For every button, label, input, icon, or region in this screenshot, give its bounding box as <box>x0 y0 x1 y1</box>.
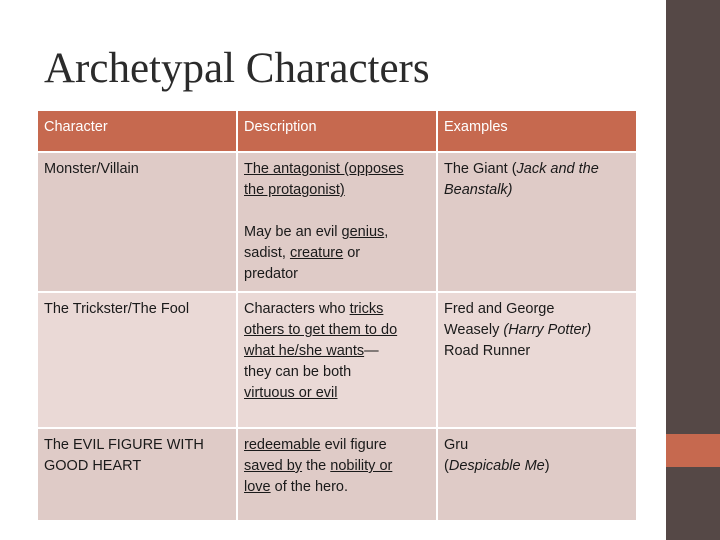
example-text: (Harry Potter) <box>503 322 592 338</box>
desc-text: Characters who <box>244 301 346 317</box>
header-description: Description <box>237 110 437 152</box>
example-text: Weasely <box>444 322 500 338</box>
cell-description <box>237 292 437 428</box>
desc-text: predator <box>244 266 299 282</box>
desc-text: they can be both <box>244 364 352 380</box>
desc-text: , <box>384 224 389 240</box>
cell-examples <box>437 292 637 428</box>
cell-description <box>237 428 437 521</box>
character-name: Monster/Villain <box>44 161 139 177</box>
table-row <box>37 152 637 292</box>
desc-text: others to get them to do <box>244 322 398 338</box>
character-name: The Trickster/The Fool <box>44 301 190 317</box>
desc-text: or <box>347 245 361 261</box>
archetypes-table <box>36 109 638 522</box>
desc-text: — <box>364 343 379 359</box>
cell-examples <box>437 152 637 292</box>
header-character: Character <box>37 110 237 152</box>
desc-text: genius <box>341 224 385 240</box>
table-row <box>37 292 637 428</box>
example-text: Beanstalk) <box>444 182 513 198</box>
desc-text: the <box>306 458 327 474</box>
desc-text: tricks <box>349 301 384 317</box>
character-name: GOOD HEART <box>44 458 142 474</box>
desc-text: of the hero. <box>274 479 348 495</box>
desc-text: May be an evil <box>244 224 338 240</box>
cell-character <box>37 152 237 292</box>
cell-character <box>37 292 237 428</box>
desc-text: evil figure <box>324 437 387 453</box>
cell-character <box>37 428 237 521</box>
desc-text: creature <box>289 245 344 261</box>
example-text: Jack and the <box>516 161 599 177</box>
header-examples: Examples <box>437 110 637 152</box>
desc-text: virtuous or evil <box>244 385 338 401</box>
desc-text: the protagonist) <box>244 182 345 198</box>
example-text: Gru <box>444 437 469 453</box>
example-text: The Giant ( <box>444 161 517 177</box>
character-name: The EVIL FIGURE WITH <box>44 437 204 453</box>
example-text: ) <box>544 458 550 474</box>
desc-text: redeemable <box>244 437 321 453</box>
desc-text: love <box>244 479 271 495</box>
desc-text: saved by <box>244 458 303 474</box>
desc-text: what he/she wants <box>244 343 365 359</box>
cell-description <box>237 152 437 292</box>
side-accent <box>666 434 720 467</box>
table-row <box>37 428 637 521</box>
desc-text: The antagonist (opposes <box>244 161 404 177</box>
table-header-row <box>37 110 637 152</box>
desc-text: sadist, <box>244 245 286 261</box>
desc-text: nobility or <box>330 458 393 474</box>
slide-title: Archetypal Characters <box>44 45 430 92</box>
example-text: ( <box>444 458 449 474</box>
example-text: Despicable Me <box>448 458 545 474</box>
cell-examples <box>437 428 637 521</box>
example-text: Fred and George <box>444 301 555 317</box>
example-text: Road Runner <box>444 343 531 359</box>
